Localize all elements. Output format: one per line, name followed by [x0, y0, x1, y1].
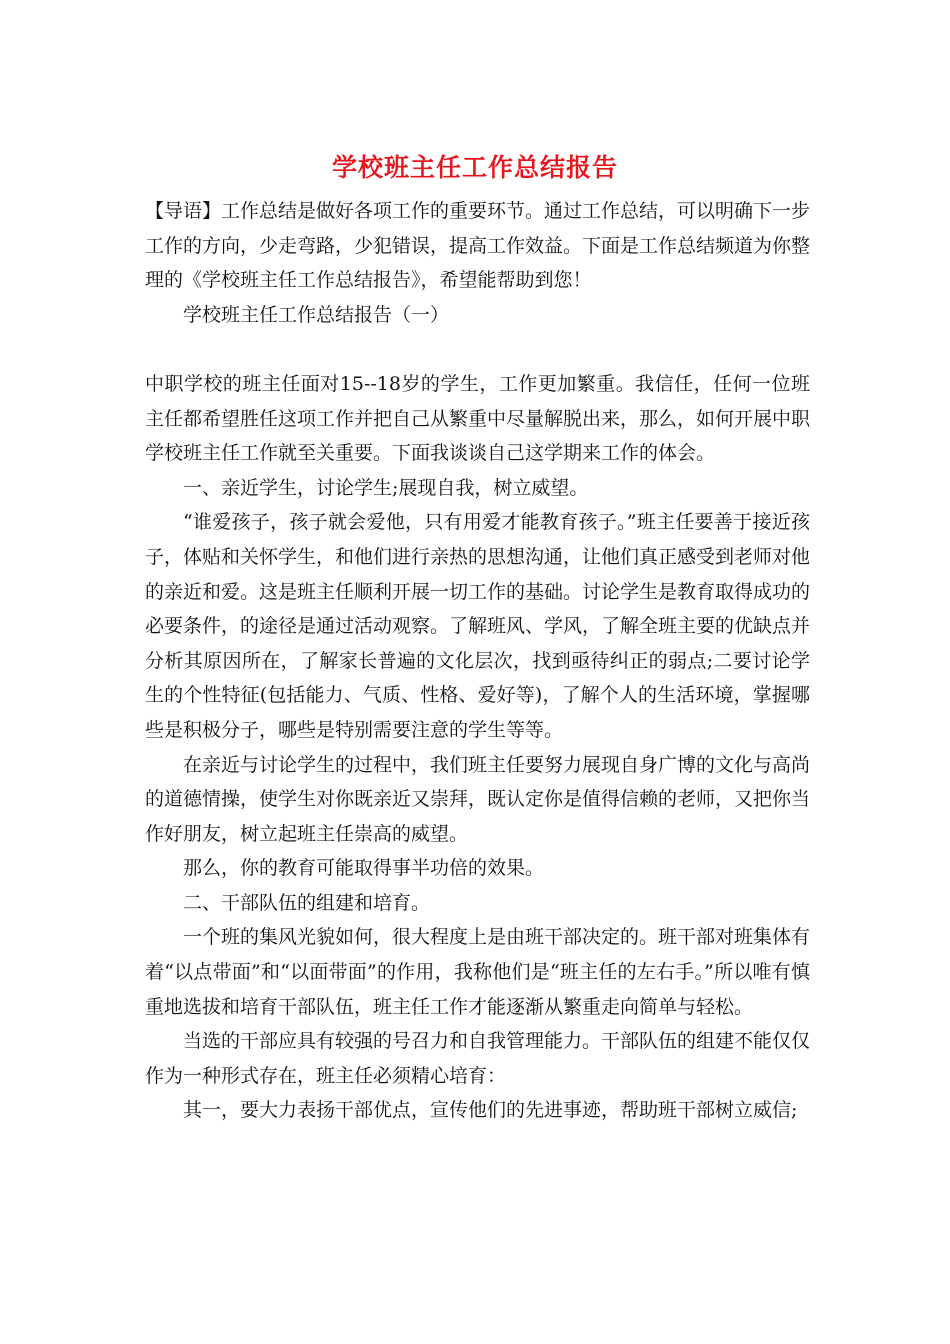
subheading-one: 一、亲近学生，讨论学生;展现自我，树立威望。: [183, 476, 589, 499]
body-paragraph: 那么，你的教育可能取得事半功倍的效果。: [183, 857, 545, 880]
body-paragraph: 其一，要大力表扬干部优点，宣传他们的先进事迹，帮助班干部树立威信;: [183, 1099, 798, 1122]
subheading-two: 二、干部队伍的组建和培育。: [183, 891, 431, 914]
body-paragraph: 在亲近与讨论学生的过程中，我们班主任要努力展现自身广博的文化与高尚的道德情操，使学生对你既亲近又崇拜，既认定你是值得信赖的老师，又把你当作好朋友，树立起班主任崇高的威望。: [145, 753, 811, 845]
body-paragraph: 当选的干部应具有较强的号召力和自我管理能力。干部队伍的组建不能仅仅作为一种形式存在，班主任必须精心培育：: [145, 1030, 811, 1087]
section-heading: 学校班主任工作总结报告（一）: [183, 303, 450, 326]
body-paragraph: “谁爱孩子，孩子就会爱他，只有用爱才能教育孩子。”班主任要善于接近孩子，体贴和关怀学生，和他们进行亲热的思想沟通，让他们真正感受到老师对他的亲近和爱。这是班主任顺利开展一切工作的基础。讨论学生是教育取得成功的必要条件，的途径是通过活动观察。了解班风、学风，了解全班主要的优缺点并分析其原因所在，了解家长普遍的文化层次，找到亟待纠正的弱点;二要讨论学生的个性特征(包括能力、气质、性格、爱好等)，了解个人的生活环境，掌握哪些是积极分子，哪些是特别需要注意的学生等等。: [145, 511, 811, 741]
blank-line: [145, 332, 810, 367]
body-paragraph: 一个班的集风光貌如何，很大程度上是由班干部决定的。班干部对班集体有着“以点带面”和“以面带面”的作用，我称他们是“班主任的左右手。”所以唯有慎重地选拔和培育干部队伍，班主任工作才能逐渐从繁重走向简单与轻松。: [145, 926, 811, 1018]
body-paragraph: 中职学校的班主任面对15--18岁的学生，工作更加繁重。我信任，任何一位班主任都希望胜任这项工作并把自己从繁重中尽量解脱出来，那么，如何开展中职学校班主任工作就至关重要。下面我谈谈自己这学期来工作的体会。: [145, 372, 811, 465]
document-title: 学校班主任工作总结报告: [331, 153, 618, 182]
intro-paragraph: 【导语】工作总结是做好各项工作的重要环节。通过工作总结，可以明确下一步工作的方向，少走弯路，少犯错误，提高工作效益。下面是工作总结频道为你整理的《学校班主任工作总结报告》，希望能帮助到您！: [145, 200, 811, 292]
document-body: [145, 194, 810, 1128]
